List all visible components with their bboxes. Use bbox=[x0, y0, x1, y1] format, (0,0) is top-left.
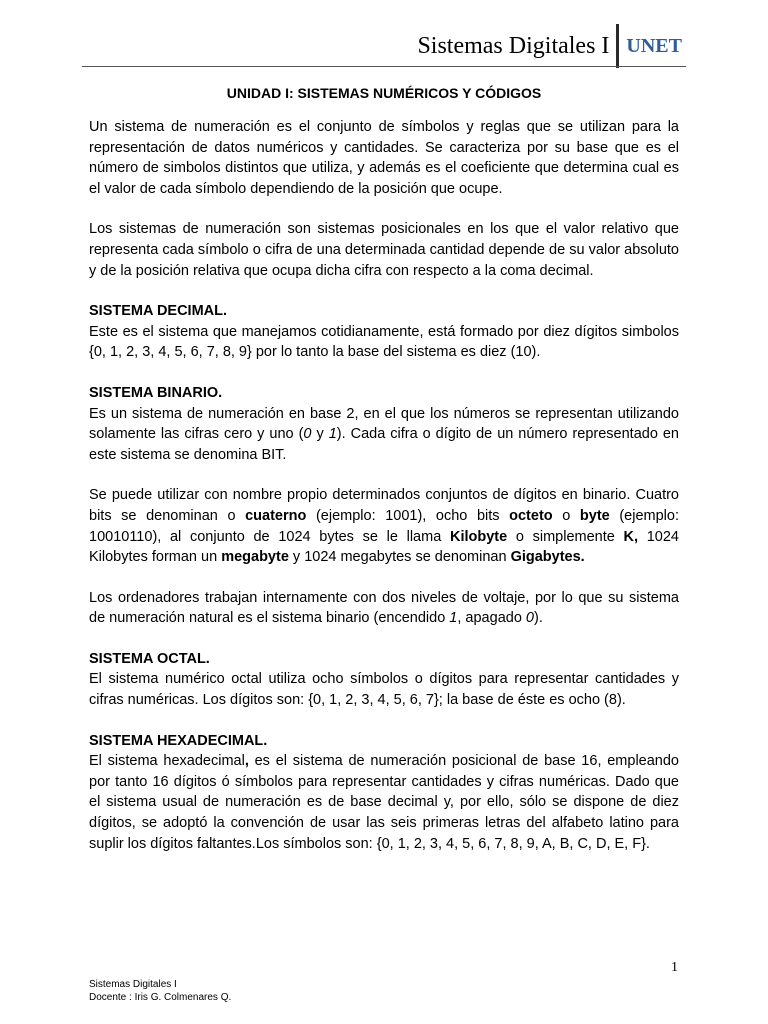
term-kilobyte: Kilobyte bbox=[449, 528, 508, 545]
decimal-section bbox=[89, 301, 679, 363]
binary-section bbox=[89, 383, 679, 465]
page-footer bbox=[89, 978, 231, 1004]
document-body bbox=[89, 78, 679, 874]
hexadecimal-section bbox=[89, 731, 679, 855]
header-rule bbox=[82, 66, 686, 67]
binary-text: ). Cada cifra o dígito de un número representado en este sistema se denomina BIT. bbox=[89, 426, 679, 463]
binary-units-text: (ejemplo: 10010110), al conjunto de 1024 bytes se le llama bbox=[89, 507, 679, 545]
binary-units-text: o bbox=[552, 507, 580, 524]
intro-paragraph-2: Los sistemas de numeración son sistemas posicionales en los que el valor relativo que representa cada símbolo o cifra de una determinada cantidad depende de su valor absoluto y de la posición relativa que ocupa dicha cifra con respecto a la coma decimal. bbox=[89, 221, 679, 279]
term-k: K, bbox=[623, 528, 639, 545]
term-byte: byte bbox=[579, 507, 610, 524]
header-course-title: Sistemas Digitales I bbox=[417, 32, 610, 59]
binary-digit-one: 1 bbox=[328, 426, 337, 443]
octal-heading: SISTEMA OCTAL. bbox=[89, 650, 210, 667]
page-number: 1 bbox=[671, 960, 678, 975]
term-cuaterno: cuaterno bbox=[245, 507, 307, 524]
term-gigabytes: Gigabytes. bbox=[510, 549, 585, 566]
page-title: UNIDAD I: SISTEMAS NUMÉRICOS Y CÓDIGOS bbox=[226, 85, 542, 101]
header-org-name: UNET bbox=[626, 34, 682, 57]
binary-digit-zero: 0 bbox=[303, 426, 312, 443]
hexadecimal-comma: , bbox=[244, 753, 249, 770]
hexadecimal-heading: SISTEMA HEXADECIMAL. bbox=[89, 732, 268, 749]
binary-heading: SISTEMA BINARIO. bbox=[89, 384, 223, 401]
decimal-text: Este es el sistema que manejamos cotidianamente, está formado por diez dígitos simbolos {0, 1, 2, 3, 4, 5, 6, 7, 8, 9} por lo tanto la base del sistema es diez (10). bbox=[89, 323, 679, 361]
binary-voltage-paragraph bbox=[89, 588, 679, 629]
intro-paragraph-1: Un sistema de numeración es el conjunto de símbolos y reglas que se utilizan para la representación de datos numéricos y cantidades. Se caracteriza por su base que es el número de simbolos distintos que utiliza, y además es el coeficiente que determina cual es el valor de cada símbolo dependiendo de la posición que ocupe. bbox=[89, 119, 679, 197]
footer-teacher: Docente : Iris G. Colmenares Q. bbox=[89, 992, 232, 1003]
octal-text: El sistema numérico octal utiliza ocho símbolos o dígitos para representar cantidades y cifras numéricas. Los dígitos son: {0, 1, 2, 3, 4, 5, 6, 7}; la base de éste es ocho (8). bbox=[89, 671, 679, 709]
binary-units-text: (ejemplo: 1001), ocho bits bbox=[306, 507, 510, 524]
hexadecimal-text: El sistema hexadecimal bbox=[89, 753, 245, 770]
binary-units-text: 1024 Kilobytes forman un bbox=[89, 528, 679, 566]
binary-units-paragraph bbox=[89, 485, 679, 567]
decimal-heading: SISTEMA DECIMAL. bbox=[89, 303, 228, 320]
octal-section bbox=[89, 649, 679, 711]
hexadecimal-text: es el sistema de numeración posicional de base 16, empleando por tanto 16 dígitos ó símbolos para representar cantidades y cifras numéricas. Dado que el sistema usual de numeración es de base decimal y, por ello, sólo se dispone de diez dígitos, se adoptó la convención de usar las seis primeras letras del alfabeto latino para suplir los dígitos faltantes.Los símbolos son: {0, 1, 2, 3, 4, 5, 6, 7, 8, 9, A, B, C, D, E, F}. bbox=[89, 753, 679, 852]
footer-course: Sistemas Digitales I bbox=[89, 979, 177, 990]
binary-on-value: 1 bbox=[449, 610, 458, 627]
binary-text: Es un sistema de numeración en base 2, en el que los números se representan utilizando solamente las cifras cero y uno ( bbox=[89, 405, 679, 443]
binary-off-value: 0 bbox=[525, 610, 534, 627]
binary-voltage-text: , apagado bbox=[457, 610, 526, 627]
binary-units-text: o simplemente bbox=[507, 528, 624, 545]
binary-voltage-text: ). bbox=[534, 610, 543, 627]
term-octeto: octeto bbox=[509, 507, 553, 524]
binary-units-text: Se puede utilizar con nombre propio determinados conjuntos de dígitos en binario. Cuatro bits se denominan o bbox=[89, 487, 679, 524]
term-megabyte: megabyte bbox=[221, 549, 289, 566]
binary-voltage-text: Los ordenadores trabajan internamente con dos niveles de voltaje, por lo que su sistema de numeración natural es el sistema binario (encendido bbox=[89, 589, 679, 627]
binary-text: y bbox=[311, 426, 329, 443]
page-header bbox=[417, 24, 682, 68]
binary-units-text: y 1024 megabytes se denominan bbox=[288, 549, 511, 566]
